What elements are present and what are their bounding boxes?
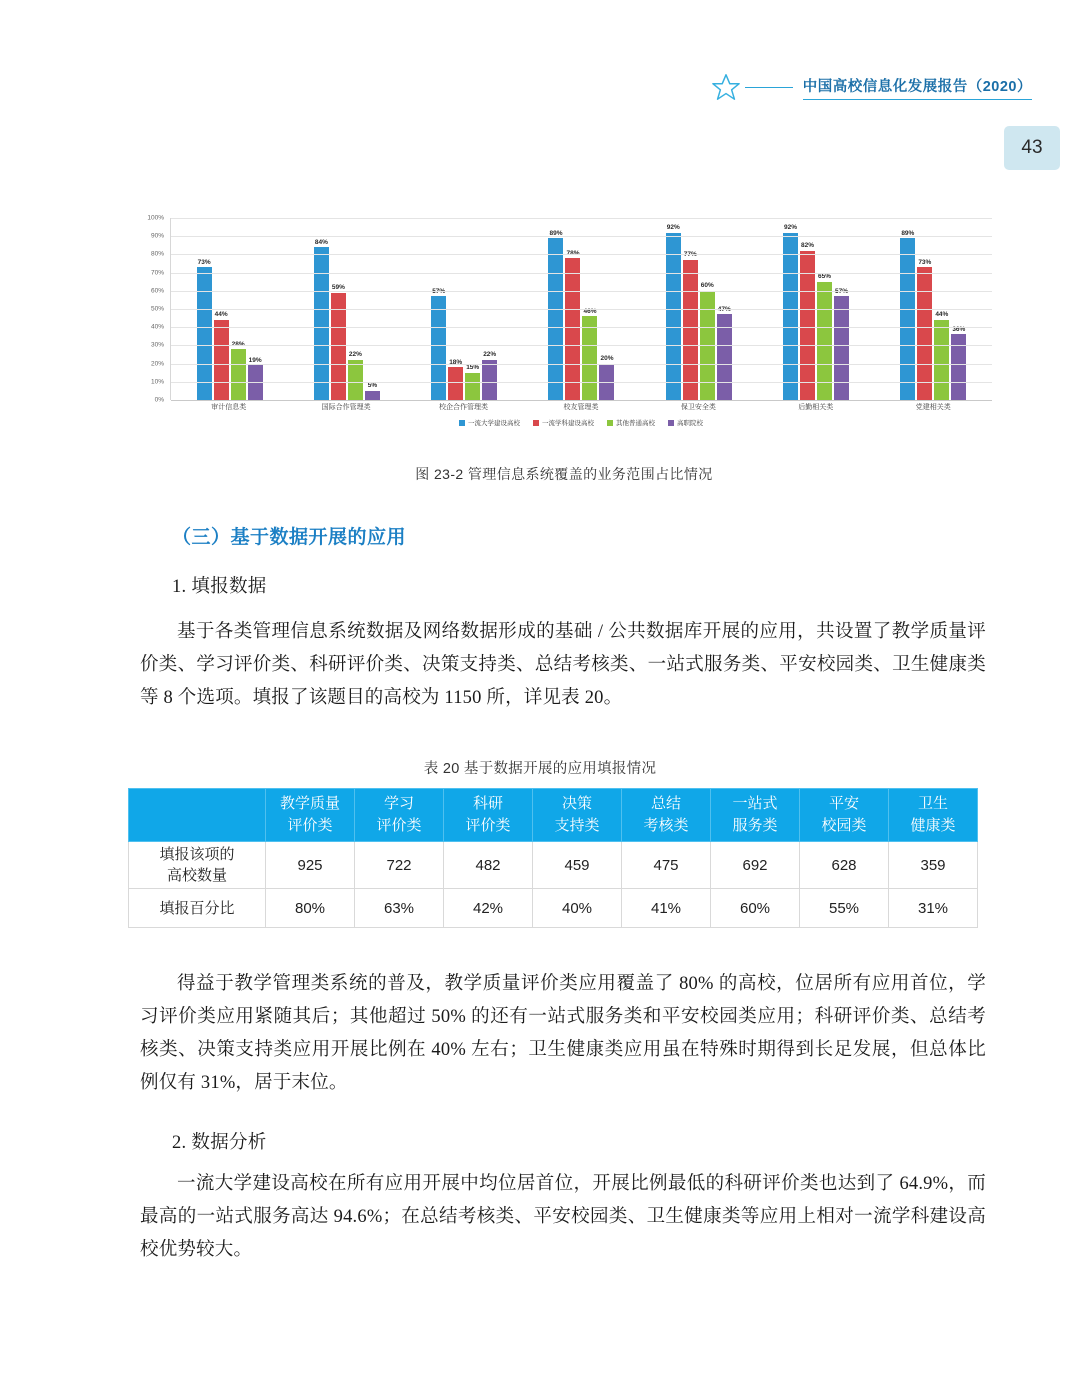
chart-gridline [171,291,992,292]
legend-label: 其他普通高校 [616,420,655,427]
chart-bar-value-label: 47% [717,305,731,313]
chart-x-label: 后勤相关类 [798,404,834,411]
table-cell: 482 [444,842,533,889]
column-header-line2: 评价类 [287,817,333,834]
column-header-line1: 科研 [472,795,503,812]
chart-bar-value-label: 20% [600,355,614,363]
chart-y-tick: 50% [150,305,164,313]
chart-legend [170,418,992,427]
chart-bar-value-label: 18% [449,358,463,366]
paragraph-2: 得益于教学管理类系统的普及，教学质量评价类应用覆盖了 80% 的高校，位居所有应用首位，学习评价类应用紧随其后；其他超过 50% 的还有一站式服务类和平安校园类应用；科研评价类、总结考核类、决策支持类应用开展比例在 40% 左右；卫生健康类应用虽在特殊时期得到长足发展，但总体比例仅有 31%，居于末位。 [140,974,986,1093]
chart-x-label: 党建相关类 [915,404,951,411]
chart-x-label: 校企合作管理类 [439,404,489,411]
table-cell: 359 [889,842,978,889]
table-cell: 42% [444,889,533,928]
star-icon [711,72,741,102]
table-cell: 692 [711,842,800,889]
chart-gridline [171,309,992,310]
chart-bar-value-label: 44% [935,311,949,319]
column-header-line1: 一站式 [732,795,778,812]
chart-y-tick: 30% [150,341,164,349]
section-heading: （三）基于数据开展的应用 [172,527,407,548]
table-column-header [355,789,444,842]
column-header-line2: 校园类 [821,817,867,834]
chart-bar-value-label: 92% [784,224,798,232]
chart-bar-value-label: 59% [331,284,345,292]
chart-bar-value-label: 46% [583,307,597,315]
table-column-header [800,789,889,842]
legend-swatch-icon [459,420,465,426]
chart-gridline [171,400,992,401]
legend-label: 一流学科建设高校 [542,420,594,427]
table-column-header [266,789,355,842]
chart-y-tick: 10% [150,378,164,386]
subheading-1: 1. 填报数据 [172,577,267,597]
chart-legend-item[interactable] [607,418,655,427]
chart-bar-value-label: 22% [483,351,497,359]
chart-bar-value-label: 78% [566,249,580,257]
column-header-line1: 学习 [383,795,414,812]
chart-y-tick: 80% [150,250,164,258]
chart-bar-value-label: 89% [901,229,915,237]
chart-x-label: 校友管理类 [563,404,599,411]
chart-bar[interactable] [666,233,681,400]
chart-x-label: 国际合作管理类 [321,404,371,411]
chart-bar-value-label: 19% [248,356,262,364]
table-row [129,842,978,889]
chart-y-tick: 90% [150,232,164,240]
chart-bar-value-label: 73% [918,258,932,266]
chart-gridline [171,364,992,365]
page-number-badge: 43 [1004,126,1060,170]
chart-y-tick: 0% [154,396,164,404]
chart-bar-value-label: 77% [683,251,697,259]
chart-bar-value-label: 57% [432,287,446,295]
chart-bar-value-label: 44% [214,311,228,319]
chart-bar[interactable] [431,296,446,400]
chart-y-tick: 60% [150,287,164,295]
chart-gridline [171,236,992,237]
column-header-line2: 支持类 [554,817,600,834]
chart-y-tick: 70% [150,269,164,277]
chart-gridline [171,254,992,255]
table-cell: 459 [533,842,622,889]
chart-bar-value-label: 84% [314,238,328,246]
chart-y-tick: 100% [147,214,164,222]
column-header-line2: 评价类 [376,817,422,834]
table-header-row [129,789,978,842]
table-caption: 表 20 基于数据开展的应用填报情况 [423,761,657,777]
chart-bar[interactable] [365,391,380,400]
column-header-line1: 平安 [828,795,859,812]
column-header-line1: 决策 [561,795,592,812]
header-title: 中国高校信息化发展报告（2020） [803,75,1032,100]
chart-gridline [171,273,992,274]
chart-legend-item[interactable] [533,418,594,427]
paragraph-3: 一流大学建设高校在所有应用开展中均位居首位，开展比例最低的科研评价类也达到了 64.9%，而最高的一站式服务高达 94.6%；在总结考核类、平安校园类、卫生健康类等应用上相对一流学科建设高校优势较大。 [140,1174,986,1260]
chart-bar-value-label: 60% [700,282,714,290]
chart-bar[interactable] [448,367,463,400]
table-cell: 925 [266,842,355,889]
table-cell: 63% [355,889,444,928]
chart-bar[interactable] [231,349,246,400]
column-header-line1: 卫生 [917,795,948,812]
chart-bar[interactable] [834,296,849,400]
table-head [129,789,978,842]
table-column-header [444,789,533,842]
bar-chart [136,214,992,427]
table-row [129,889,978,928]
legend-swatch-icon [668,420,674,426]
chart-bar[interactable] [214,320,229,400]
chart-x-axis-labels [170,402,992,412]
page-header [0,72,1080,112]
header-inner [711,72,1032,102]
chart-bar[interactable] [582,316,597,400]
legend-swatch-icon [607,420,613,426]
table-column-header [622,789,711,842]
column-header-line2: 健康类 [910,817,956,834]
table-body [129,842,978,928]
row-header-line2: 高校数量 [166,867,227,884]
header-rule [745,87,793,88]
data-table [128,788,978,928]
row-header-line1: 填报该项的 [159,846,235,863]
chart-bar[interactable] [783,233,798,400]
chart-y-tick: 20% [150,360,164,368]
table-corner-cell [129,789,266,842]
chart-y-axis [136,214,166,404]
chart-bar[interactable] [934,320,949,400]
chart-gridline [171,345,992,346]
chart-x-label: 保卫安全类 [680,404,716,411]
chart-bar-value-label: 82% [801,242,815,250]
table-cell: 628 [800,842,889,889]
column-header-line2: 考核类 [643,817,689,834]
chart-bar-value-label: 73% [197,258,211,266]
table-cell: 55% [800,889,889,928]
chart-bar-value-label: 15% [466,364,480,372]
chart-bar[interactable] [348,360,363,400]
chart-bar-value-label: 57% [835,287,849,295]
chart-bar[interactable] [565,258,580,400]
chart-bar[interactable] [465,373,480,400]
table-column-header [889,789,978,842]
subheading-2: 2. 数据分析 [172,1133,267,1153]
chart-y-tick: 40% [150,323,164,331]
column-header-line2: 评价类 [465,817,511,834]
table-row-header [129,889,266,928]
chart-plot-area [170,218,992,400]
chart-bar[interactable] [197,267,212,400]
chart-bar-value-label: 28% [231,340,245,348]
chart-bar[interactable] [314,247,329,400]
chart-bar[interactable] [482,360,497,400]
figure-caption: 图 23-2 管理信息系统覆盖的业务范围占比情况 [415,466,713,482]
chart-bar[interactable] [900,238,915,400]
chart-bar-value-label: 65% [818,273,832,281]
chart-bar[interactable] [683,260,698,400]
chart-bar-value-label: 89% [549,229,563,237]
table-column-header [533,789,622,842]
chart-gridline [171,327,992,328]
chart-legend-item[interactable] [459,418,520,427]
chart-x-label: 审计信息类 [211,404,247,411]
chart-bar[interactable] [917,267,932,400]
table-cell: 31% [889,889,978,928]
chart-bar[interactable] [548,238,563,400]
table-cell: 60% [711,889,800,928]
legend-swatch-icon [533,420,539,426]
table-cell: 475 [622,842,711,889]
figure-block [136,214,992,482]
column-header-line1: 教学质量 [279,795,340,812]
chart-bar-value-label: 5% [367,382,378,390]
row-header-line1: 填报百分比 [159,899,235,917]
chart-bar-value-label: 36% [952,325,966,333]
paragraph-1: 基于各类管理信息系统数据及网络数据形成的基础 / 公共数据库开展的应用，共设置了教学质量评价类、学习评价类、科研评价类、决策支持类、总结考核类、一站式服务类、平安校园类、卫生健康类等 8 个选项。填报了该题目的高校为 1150 所，详见表 20。 [140,622,986,708]
table-column-header [711,789,800,842]
column-header-line1: 总结 [650,795,681,812]
table-cell: 80% [266,889,355,928]
table-row-header [129,842,266,889]
table-cell: 722 [355,842,444,889]
legend-label: 高职院校 [677,420,703,427]
chart-legend-item[interactable] [668,418,703,427]
table-cell: 41% [622,889,711,928]
chart-gridline [171,382,992,383]
legend-label: 一流大学建设高校 [468,420,520,427]
chart-bar-value-label: 92% [666,224,680,232]
column-header-line2: 服务类 [732,817,778,834]
table-cell: 40% [533,889,622,928]
chart-bar-value-label: 22% [348,351,362,359]
chart-gridline [171,218,992,219]
chart-bar[interactable] [951,334,966,400]
